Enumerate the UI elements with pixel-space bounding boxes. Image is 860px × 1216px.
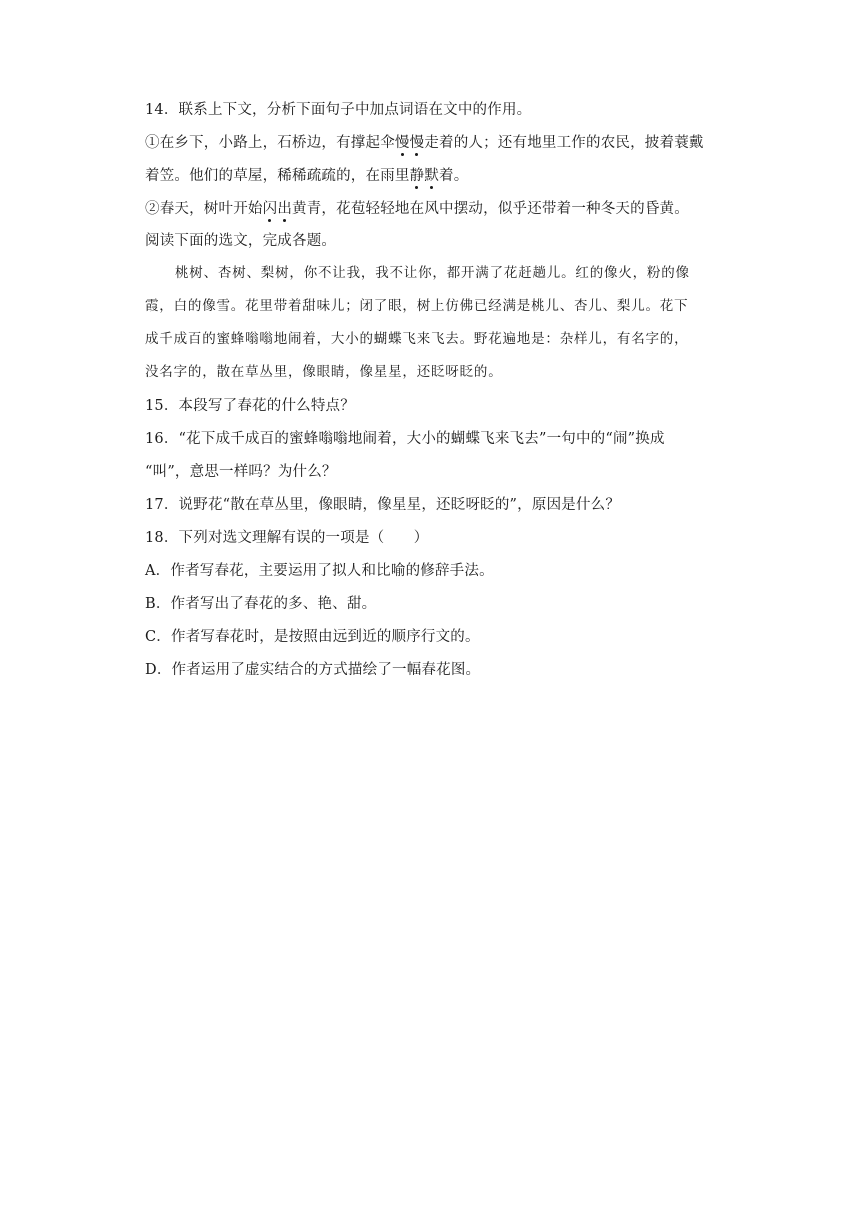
- passage-line-1: 桃树、杏树、梨树，你不让我，我不让你，都开满了花赶趟儿。红的像火，粉的像: [175, 265, 690, 281]
- passage-line-3: 成千成百的蜜蜂嗡嗡地闹着，大小的蝴蝶飞来飞去。野花遍地是：杂样儿，有名字的，: [145, 331, 689, 347]
- question-15: 15．本段写了春花的什么特点？: [145, 398, 355, 414]
- passage-line-2: 霞，白的像雪。花里带着甜味儿；闭了眼，树上仿佛已经满是桃儿、杏儿、梨儿。花下: [145, 298, 689, 314]
- option-a: A．作者写春花，主要运用了拟人和比喻的修辞手法。: [145, 563, 494, 579]
- q14-dotted-char: 静: [409, 168, 425, 184]
- option-c: C．作者写春花时，是按照由远到近的顺序行文的。: [145, 629, 480, 645]
- question-16-line2: “叫”，意思一样吗？为什么？: [145, 464, 337, 480]
- q14-dotted-char: 闪: [262, 201, 278, 217]
- q14-dotted-char: 出: [277, 201, 293, 217]
- q14-stem: 14．联系上下文，分析下面句子中加点词语在文中的作用。: [145, 102, 532, 118]
- q14-s2-text-b: 黄青，花苞轻轻地在风中摆动，似乎还带着一种冬天的昏黄。: [292, 201, 689, 217]
- question-18: 18．下列对选文理解有误的一项是（ ）: [145, 530, 429, 546]
- q14-s2-text-a: ②春天，树叶开始: [145, 201, 263, 217]
- option-b: B．作者写出了春花的多、艳、甜。: [145, 596, 377, 612]
- q14-s1-text-a: ①在乡下，小路上，石桥边，有撑起伞: [145, 135, 395, 151]
- passage-line-4: 没名字的，散在草丛里，像眼睛，像星星，还眨呀眨的。: [145, 364, 503, 380]
- q14-sentence2: [145, 199, 745, 219]
- q14-dotted-char: 慢: [394, 135, 410, 151]
- q14-sentence1-line2: [145, 166, 745, 186]
- question-17: 17．说野花“散在草丛里，像眼睛，像星星，还眨呀眨的”，原因是什么？: [145, 497, 621, 513]
- q14-sentence1-line1: [145, 133, 745, 153]
- reading-intro: 阅读下面的选文，完成各题。: [145, 233, 337, 249]
- question-16-line1: 16．“花下成千成百的蜜蜂嗡嗡地闹着，大小的蝴蝶飞来飞去”一句中的“闹”换成: [145, 431, 665, 447]
- q14-s1-text-d: 着。: [439, 168, 469, 184]
- q14-s1-text-b: 走着的人；还有地里工作的农民，披着蓑戴: [424, 135, 704, 151]
- q14-dotted-char: 慢: [409, 135, 425, 151]
- q14-s1-text-c: 着笠。他们的草屋，稀稀疏疏的，在雨里: [145, 168, 410, 184]
- option-d: D．作者运用了虚实结合的方式描绘了一幅春花图。: [145, 662, 481, 678]
- q14-dotted-char: 默: [424, 168, 440, 184]
